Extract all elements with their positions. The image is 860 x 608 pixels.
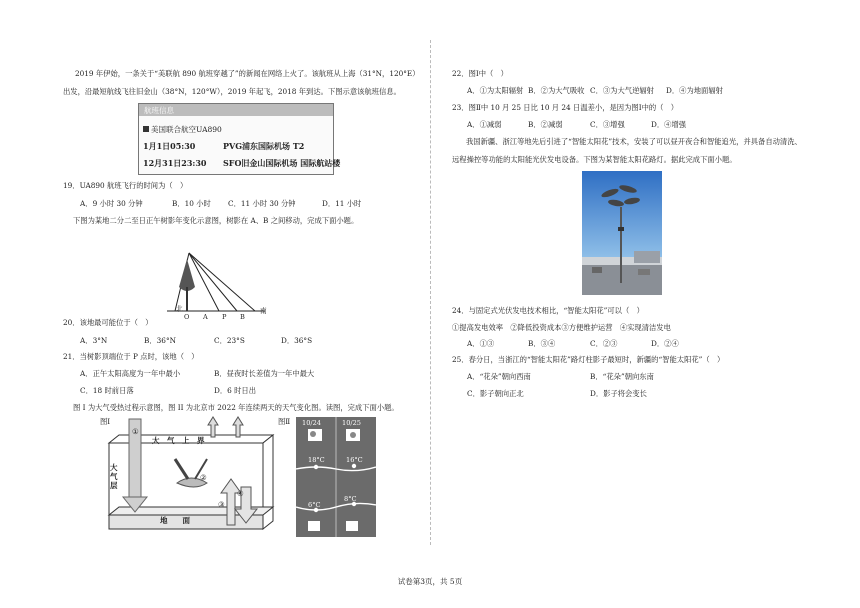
departure-place: PVG浦东国际机场 T2 [223, 141, 305, 151]
label-b: B [240, 313, 245, 321]
q25-stem: 25．春分日，当浙江的“智能太阳花”路灯柱影子最短时，新疆的“智能太阳花”（ ） [452, 355, 725, 364]
q22-option-a: A．①为太阳辐射 [467, 86, 524, 95]
high-temp-2: 16°C [346, 456, 363, 464]
airline-name: 美国联合航空UA890 [143, 125, 222, 135]
ground-label: 地 面 [160, 516, 190, 525]
column-divider [430, 40, 431, 545]
solar-intro-1: 我国新疆、浙江等地先后引进了“智能太阳花”技术，安装了可以昼开夜合和智能追光，并具备自动清洗、 [466, 137, 802, 146]
night-icon-2 [346, 521, 358, 531]
tree-icon [179, 259, 195, 291]
atmosphere-label-1: 大 [110, 463, 118, 472]
solar-intro-2: 远程操控等功能的太阳能光伏发电设备。下图为某智能太阳花路灯。据此完成下面小题。 [452, 155, 737, 164]
q24-option-a: A．①③ [467, 339, 495, 348]
high-temp-1: 18°C [308, 456, 325, 464]
label-2: ② [200, 473, 207, 482]
q24-stem: 24．与固定式光伏发电技术相比，“智能太阳花”可以（ ） [452, 306, 644, 315]
q20-option-b: B．36°N [144, 336, 176, 345]
low-temp-1: 6°C [308, 501, 321, 509]
q19-option-a: A．9 小时 30 分钟 [80, 199, 143, 208]
q25-option-c: C．影子朝向正北 [467, 389, 524, 398]
label-3: ③ [218, 500, 225, 509]
q20-option-a: A．3°N [80, 336, 108, 345]
q25-option-a: A．“花朵”朝向西南 [467, 372, 531, 381]
q23-option-d: D．④增强 [651, 120, 687, 129]
q21-stem: 21．当树影顶端位于 P 点时，该地（ ） [63, 352, 199, 361]
q23-stem: 23．图Ⅱ中 10 月 25 日比 10 月 24 日温差小，是因为图Ⅰ中的（ ） [452, 103, 679, 112]
q25-option-d: D．影子将会变长 [590, 389, 647, 398]
q19-stem: 19．UA890 航班飞行的时间为（ ） [63, 181, 188, 190]
label-south: 南 [260, 307, 267, 315]
night-icon-1 [308, 521, 320, 531]
q20-stem: 20．该地最可能位于（ ） [63, 318, 153, 327]
q24-option-b: B．③④ [528, 339, 556, 348]
solar-flower-streetlight-photo [582, 171, 662, 295]
label-p: P [222, 313, 227, 321]
label-o: O [184, 313, 190, 321]
label-a: A [203, 313, 208, 321]
q24-option-d: D．②④ [651, 339, 679, 348]
label-1: ① [132, 427, 139, 436]
q20-option-c: C．23°S [214, 336, 245, 345]
flight-info-header: 航班信息 [139, 104, 333, 116]
q22-option-c: C．③为大气逆辐射 [590, 86, 654, 95]
q19-option-b: B．10 小时 [172, 199, 211, 208]
q21-option-c: C．18 时前日落 [80, 386, 134, 395]
q20-option-d: D．36°S [281, 336, 313, 345]
atmosphere-label-2: 气 [110, 472, 118, 481]
q21-option-d: D．6 时日出 [214, 386, 256, 395]
figure-intro: 图 I 为大气受热过程示意图，图 II 为北京市 2022 年连续两天的天气变化图。读图，完成下面小题。 [73, 403, 399, 412]
date-2: 10/25 [342, 419, 362, 427]
page-footer: 试卷第3页，共 5页 [397, 577, 463, 586]
q24-items: ①提高发电效率 ②降低投资成本③方便维护运营 ④实现清洁发电 [452, 323, 671, 332]
flight-info-card [138, 103, 341, 175]
q22-option-d: D．④为地面辐射 [666, 86, 723, 95]
low-temp-2: 8°C [344, 495, 357, 503]
intro-line-1: 2019 年伊始，一条关于“美联航 890 航班穿越了”的新闻在网络上火了。该航班从上海（31°N，120°E） [75, 69, 420, 78]
q22-stem: 22．图Ⅰ中（ ） [452, 69, 508, 78]
q25-option-b: B．“花朵”朝向东南 [590, 372, 654, 381]
q19-option-d: D．11 小时 [322, 199, 362, 208]
atmosphere-label-3: 层 [110, 481, 118, 490]
q24-option-c: C．②③ [590, 339, 618, 348]
shadow-intro: 下图为某地二分二至日正午树影年变化示意图，树影在 A、B 之间移动，完成下面小题。 [73, 216, 359, 225]
q21-option-a: A．正午太阳高度为一年中最小 [80, 369, 181, 378]
q23-option-b: B．②减弱 [528, 120, 563, 129]
weather-chart [296, 417, 376, 537]
departure-time: 1月1日05:30 [143, 141, 196, 151]
q19-option-c: C．11 小时 30 分钟 [228, 199, 296, 208]
q21-option-b: B．昼夜时长差值为一年中最大 [214, 369, 315, 378]
arrival-place: SFO旧金山国际机场 国际航站楼 [223, 158, 341, 168]
atmosphere-top-label: 大 气 上 界 [152, 436, 205, 445]
figure-1-label: 图Ⅰ [100, 417, 111, 426]
intro-line-2: 出发，沿最短航线飞往旧金山（38°N，120°W），2019 年起飞，2018 年到达。下图示意该航班信息。 [63, 87, 401, 96]
label-north: 北 [176, 305, 183, 313]
q23-option-a: A．①减弱 [467, 120, 502, 129]
airline-icon [143, 126, 149, 132]
label-4: ④ [237, 489, 244, 498]
date-1: 10/24 [302, 419, 322, 427]
q23-option-c: C．③增强 [590, 120, 625, 129]
q22-option-b: B．②为大气吸收 [528, 86, 585, 95]
figure-2-label: 图Ⅱ [278, 417, 291, 426]
arrival-time: 12月31日23:30 [143, 158, 207, 168]
